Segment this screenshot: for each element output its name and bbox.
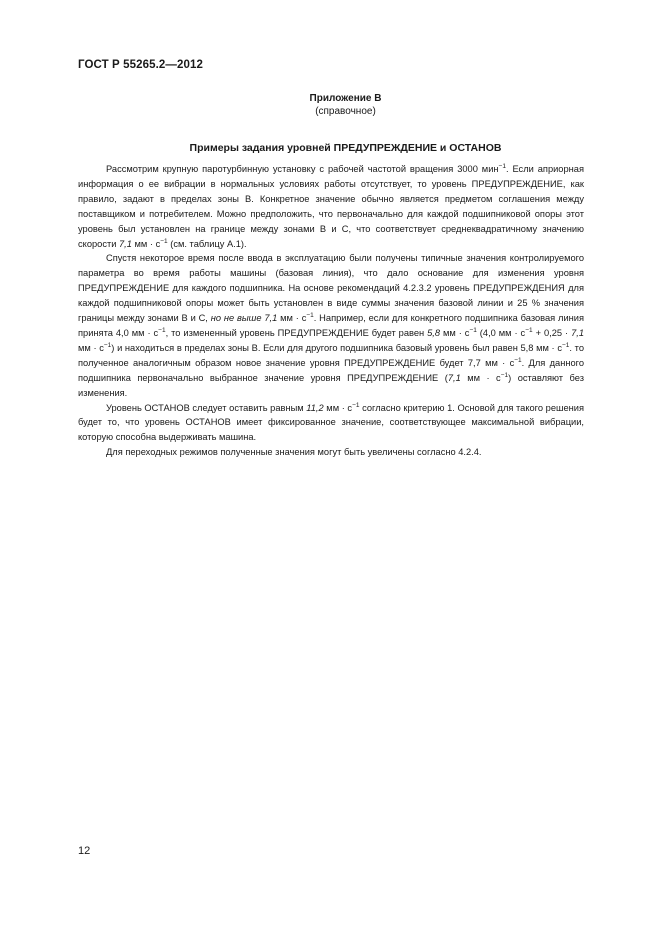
section-title: Примеры задания уровней ПРЕДУПРЕЖДЕНИЕ и ОСТАНОВ (189, 142, 502, 154)
paragraph-4: Для переходных режимов полученные значения могут быть увеличены согласно 4.2.4. (106, 447, 482, 458)
annex-title: Приложение В (309, 93, 382, 104)
paragraph-3 (78, 401, 584, 446)
superscript: −1 (498, 163, 506, 170)
superscript: −1 (500, 371, 509, 379)
superscript: −1 (525, 326, 533, 334)
paragraph-2 (78, 251, 584, 400)
text-run: . то полученное аналогичным образом новое значение уровня ПРЕДУПРЕЖДЕНИЕ будет 7,7 мм · с (78, 342, 584, 368)
text-run: Уровень ОСТАНОВ следует оставить равным (106, 402, 307, 413)
superscript: −1 (352, 401, 360, 409)
italic-value: 7,1 (571, 327, 584, 338)
paragraph-1 (78, 162, 584, 251)
italic-value: 5,8 (427, 327, 441, 338)
italic-value: 11,2 (306, 402, 324, 413)
unit: мм · с (440, 327, 470, 338)
text-run: + 0,25 · (532, 327, 572, 338)
text-run: ) оставляют без изменения. (78, 372, 584, 398)
italic-value: но не выше 7,1 (210, 313, 278, 324)
page-number: 12 (78, 845, 91, 857)
superscript: −1 (469, 326, 477, 334)
standard-header: ГОСТ Р 55265.2—2012 (78, 59, 203, 71)
text-run: Рассмотрим крупную паротурбинную установку с рабочей частотой вращения 3000 мин (106, 164, 499, 174)
unit: мм · с (131, 238, 161, 249)
document-body (78, 162, 584, 460)
text-run: (см. таблицу А.1). (167, 238, 247, 249)
unit: мм · с (277, 313, 307, 324)
unit: мм · с (323, 402, 353, 413)
superscript: −1 (160, 237, 168, 245)
text-run: ) и находиться в пределах зоны В. Если для другого подшипника базовый уровень был равен 5,8 мм · с (111, 342, 562, 353)
superscript: −1 (306, 312, 314, 320)
superscript: −1 (158, 326, 166, 334)
superscript: −1 (561, 341, 570, 349)
text-run: согласно критерию 1. Основой для такого решения будет то, что уровень ОСТАНОВ имеет фиксированное значение, соответствующее максимальной вибрации, которую способна выдерживать машина. (78, 402, 584, 443)
text-run: . Для данного подшипника первоначально выбранное значение уровня ПРЕДУПРЕЖДЕНИЕ ( (78, 357, 584, 383)
annex-heading (0, 92, 661, 118)
text-run: Спустя некоторое время после ввода в эксплуатацию были получены типичные значения контролируемого параметра во время работы машины (базовая линия), что дало основание для изменения уровня ПРЕДУПРЕЖДЕНИЕ для каждого подшипника. На основе рекомендаций 4.2.3.2 уровень ПРЕДУПРЕЖДЕНИЯ для каждой подшипниковой опоры может быть установлен в виде суммы значения базовой линии и 25 % значения границы между зонами В и С, (78, 253, 584, 324)
text-run: (4,0 мм · с (476, 327, 526, 338)
italic-value: 7,1 (447, 372, 461, 383)
text-run: , то измененный уровень ПРЕДУПРЕЖДЕНИЕ будет равен (165, 327, 428, 338)
text-run: . Например, если для конкретного подшипника базовая линия принята 4,0 мм · с (78, 313, 584, 338)
unit: мм · с (78, 342, 104, 353)
italic-value: 7,1 (119, 238, 132, 249)
text-run: . Если априорная информация о ее вибрации в нормальных условиях работы отсутствует, то уровень ПРЕДУПРЕЖДЕНИЕ, как правило, задают в пределах зоны В. Конкретное значение обычно является предметом соглашения между поставщиком и потребителем. Можно предположить, что первоначально для каждой подшипниковой опоры этот уровень был установлен на границе между зонами В и С, что соответствует среднеквадратичному значению скорости (78, 164, 584, 249)
annex-subtitle: (справочное) (315, 106, 376, 117)
unit: мм · с (460, 372, 501, 383)
superscript: −1 (514, 356, 522, 364)
superscript: −1 (103, 341, 112, 349)
